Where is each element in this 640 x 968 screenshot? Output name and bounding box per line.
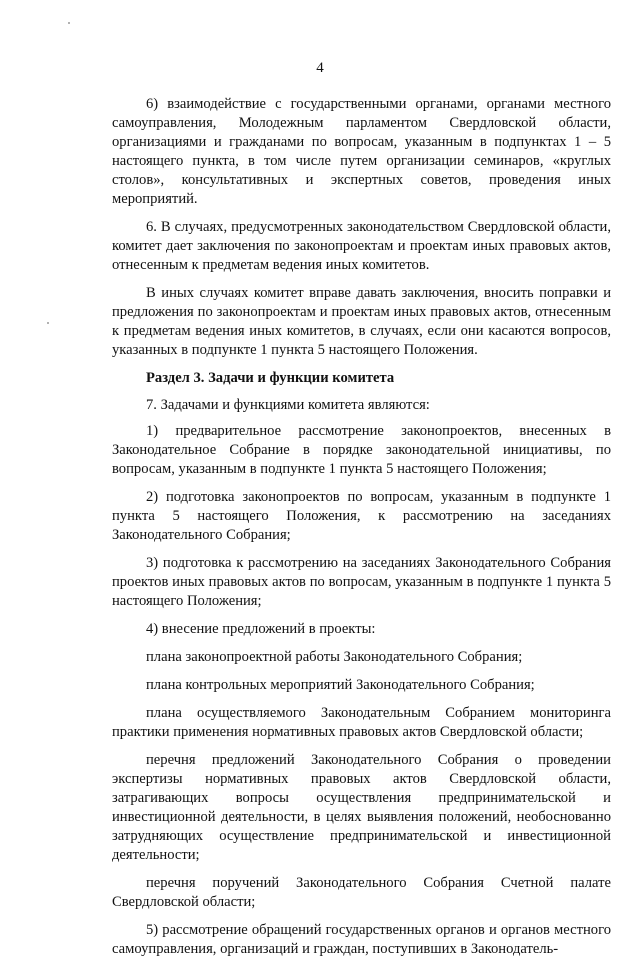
paragraph-clause-6: 6. В случаях, предусмотренных законодательством Свердловской области, комитет дает заключения по законопроектам и проектам иных правовых актов, отнесенным к предметам ведения иных комитетов. [112, 219, 611, 273]
paragraph-plan-monitoring: плана осуществляемого Законодательным Собранием мониторинга практики применения нормативных правовых актов Свердловской области; [112, 705, 611, 740]
paragraph-item-1: 1) предварительное рассмотрение законопроектов, внесенных в Законодательное Собрание в порядке законодательной инициативы, по вопросам, указанным в подпункте 1 пункта 5 настоящего Положения; [112, 423, 611, 477]
scan-speck [68, 22, 70, 24]
paragraph-item-3: 3) подготовка к рассмотрению на заседаниях Законодательного Собрания проектов иных правовых актов по вопросам, указанным в подпункте 1 пункта 5 настоящего Положения; [112, 555, 611, 609]
document-body [112, 95, 611, 968]
paragraph-item-2: 2) подготовка законопроектов по вопросам, указанным в подпункте 1 пункта 5 настоящего Положения, к рассмотрению на заседаниях Законодательного Собрания; [112, 489, 611, 543]
paragraph-list-audit-chamber: перечня поручений Законодательного Собрания Счетной палате Свердловской области; [112, 875, 611, 910]
section-title: Раздел 3. Задачи и функции комитета [146, 370, 395, 386]
paragraph-plan-control: плана контрольных мероприятий Законодательного Собрания; [146, 677, 535, 693]
paragraph-clause-7: 7. Задачами и функциями комитета являются: [146, 397, 430, 413]
page-number: 4 [316, 60, 324, 76]
paragraph-other-cases: В иных случаях комитет вправе давать заключения, вносить поправки и предложения по законопроектам и проектам иных правовых актов, отнесенным к предметам ведения иных комитетов, в случаях, если они касаются вопросов, указанных в подпункте 1 пункта 5 настоящего Положения. [112, 285, 611, 358]
paragraph-list-expertise: перечня предложений Законодательного Собрания о проведении экспертизы нормативных правовых актов Свердловской области, затрагивающих вопросы осуществления предпринимательской и инвестиционной деятельности, в целях выявления положений, необоснованно затрудняющих осуществление предпринимательской и инвестиционной деятельности; [112, 752, 611, 863]
scan-speck [47, 322, 49, 324]
paragraph-item-6: 6) взаимодействие с государственными органами, органами местного самоуправления, Молодежным парламентом Свердловской области, организациями и гражданами по вопросам, указанным в подпунктах 1 – 5 настоящего пункта, в том числе путем организации семинаров, «круглых столов», консультативных и экспертных советов, проведения иных мероприятий. [112, 96, 611, 207]
paragraph-plan-lawmaking: плана законопроектной работы Законодательного Собрания; [146, 649, 523, 665]
paragraph-item-5: 5) рассмотрение обращений государственных органов и органов местного самоуправления, организаций и граждан, поступивших в Законодатель- [112, 922, 611, 957]
paragraph-item-4: 4) внесение предложений в проекты: [146, 621, 376, 637]
